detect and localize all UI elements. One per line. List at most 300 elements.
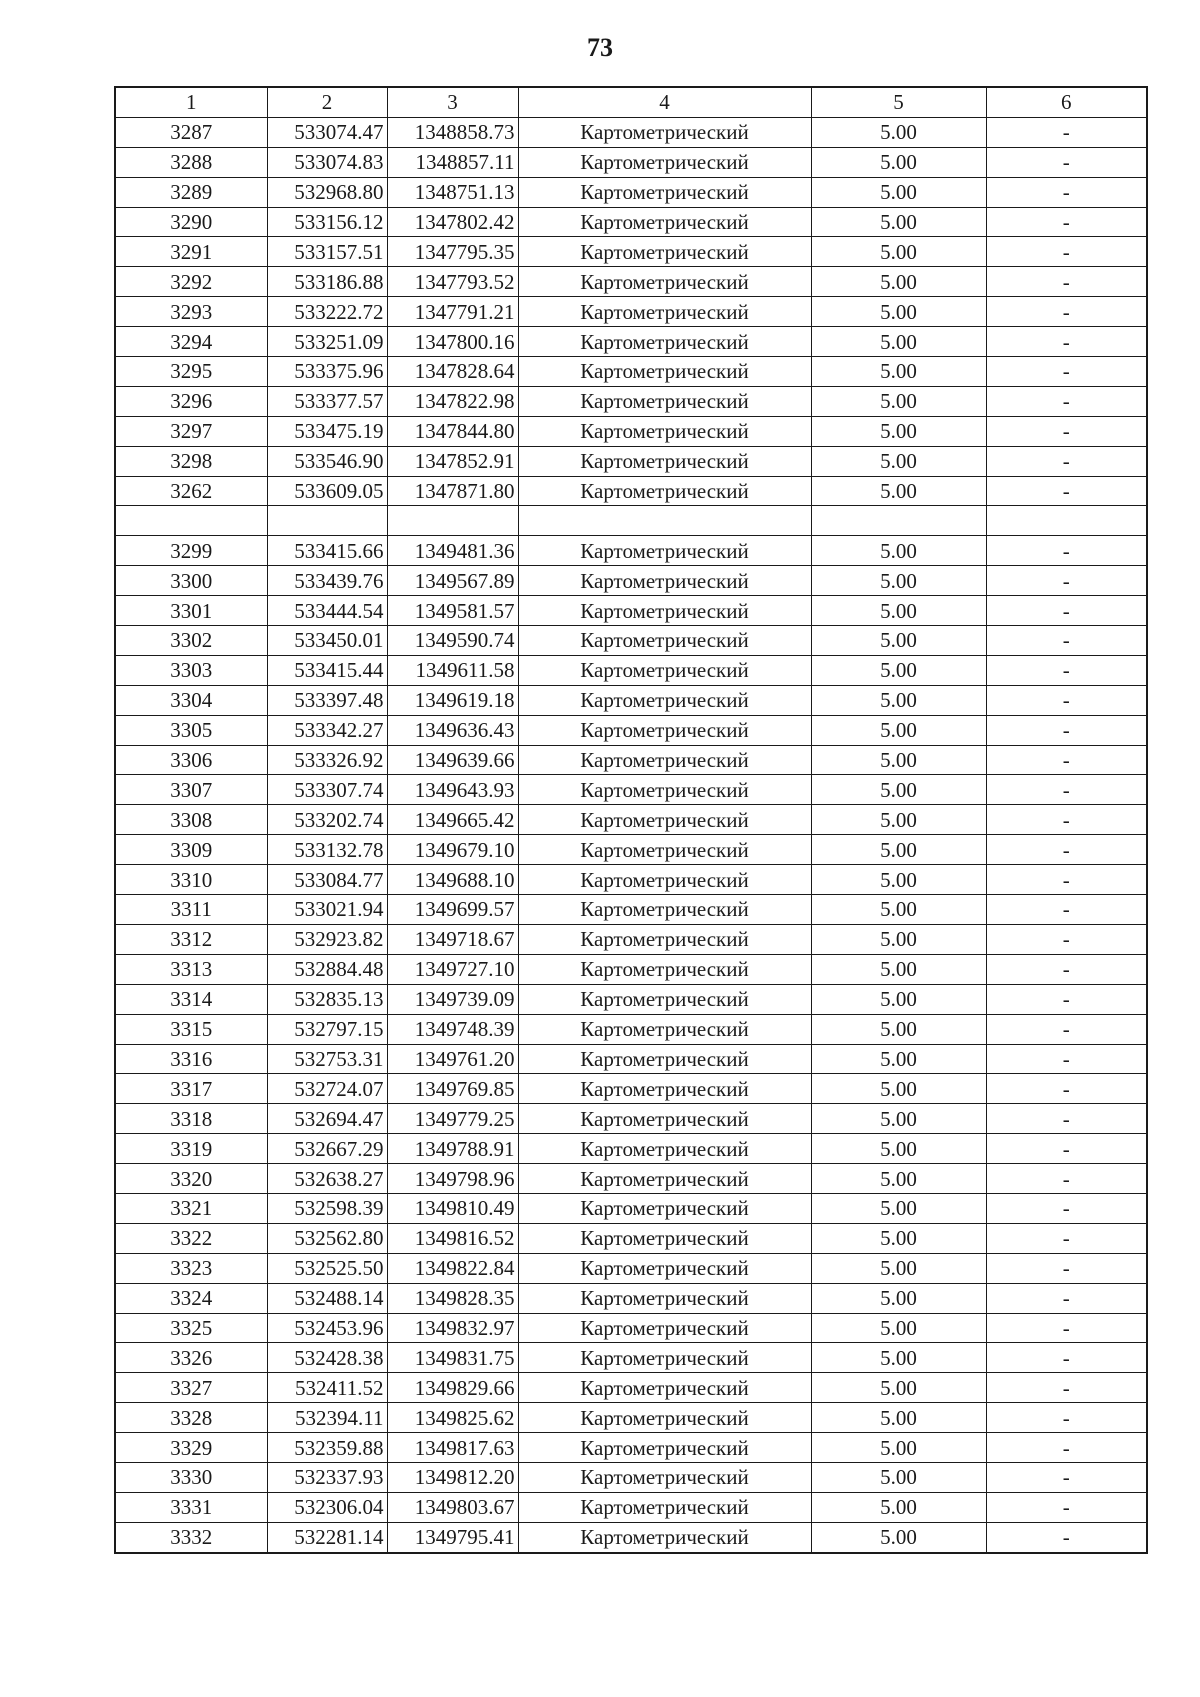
- accuracy-cell: 5.00: [811, 566, 986, 596]
- method-cell: Картометрический: [518, 1044, 811, 1074]
- x-coordinate-cell: 532598.39: [267, 1193, 387, 1223]
- y-coordinate-cell: 1349832.97: [387, 1313, 518, 1343]
- table-row: [115, 327, 1147, 357]
- method-cell: Картометрический: [518, 626, 811, 656]
- table-row: [115, 626, 1147, 656]
- method-cell: Картометрический: [518, 835, 811, 865]
- y-coordinate-cell: 1349795.41: [387, 1522, 518, 1552]
- point-number-cell: 3262: [115, 476, 267, 506]
- table-row: [115, 1253, 1147, 1283]
- note-cell: -: [986, 1492, 1147, 1522]
- accuracy-cell: 5.00: [811, 416, 986, 446]
- y-coordinate-cell: 1349643.93: [387, 775, 518, 805]
- method-cell: Картометрический: [518, 147, 811, 177]
- x-coordinate-cell: 533415.44: [267, 655, 387, 685]
- y-coordinate-cell: 1349727.10: [387, 954, 518, 984]
- point-number-cell: 3295: [115, 357, 267, 387]
- note-cell: -: [986, 1373, 1147, 1403]
- table-row: [115, 745, 1147, 775]
- note-cell: -: [986, 1462, 1147, 1492]
- accuracy-cell: 5.00: [811, 147, 986, 177]
- y-coordinate-cell: 1347828.64: [387, 357, 518, 387]
- x-coordinate-cell: 533251.09: [267, 327, 387, 357]
- method-cell: Картометрический: [518, 1343, 811, 1373]
- accuracy-cell: 5.00: [811, 984, 986, 1014]
- note-cell: [986, 506, 1147, 536]
- point-number-cell: 3292: [115, 267, 267, 297]
- x-coordinate-cell: 533074.47: [267, 117, 387, 147]
- accuracy-cell: 5.00: [811, 117, 986, 147]
- point-number-cell: 3324: [115, 1283, 267, 1313]
- point-number-cell: 3325: [115, 1313, 267, 1343]
- table-body: [115, 117, 1147, 1552]
- note-cell: -: [986, 1104, 1147, 1134]
- accuracy-cell: 5.00: [811, 1134, 986, 1164]
- accuracy-cell: 5.00: [811, 1104, 986, 1134]
- table-row: [115, 416, 1147, 446]
- table-row: [115, 1492, 1147, 1522]
- y-coordinate-cell: [387, 506, 518, 536]
- x-coordinate-cell: 533157.51: [267, 237, 387, 267]
- x-coordinate-cell: 532359.88: [267, 1433, 387, 1463]
- table-row: [115, 1164, 1147, 1194]
- point-number-cell: 3291: [115, 237, 267, 267]
- y-coordinate-cell: 1349688.10: [387, 865, 518, 895]
- note-cell: -: [986, 1343, 1147, 1373]
- y-coordinate-cell: 1349639.66: [387, 745, 518, 775]
- table-row: [115, 1462, 1147, 1492]
- point-number-cell: 3308: [115, 805, 267, 835]
- x-coordinate-cell: 533397.48: [267, 685, 387, 715]
- accuracy-cell: 5.00: [811, 357, 986, 387]
- note-cell: -: [986, 416, 1147, 446]
- table-row: [115, 1104, 1147, 1134]
- x-coordinate-cell: 533546.90: [267, 446, 387, 476]
- point-number-cell: 3288: [115, 147, 267, 177]
- x-coordinate-cell: 532797.15: [267, 1014, 387, 1044]
- note-cell: -: [986, 984, 1147, 1014]
- x-coordinate-cell: 533202.74: [267, 805, 387, 835]
- note-cell: -: [986, 1164, 1147, 1194]
- point-number-cell: 3307: [115, 775, 267, 805]
- note-cell: -: [986, 476, 1147, 506]
- y-coordinate-cell: 1349817.63: [387, 1433, 518, 1463]
- y-coordinate-cell: 1349761.20: [387, 1044, 518, 1074]
- column-header: 3: [387, 87, 518, 117]
- method-cell: Картометрический: [518, 446, 811, 476]
- note-cell: -: [986, 1253, 1147, 1283]
- note-cell: -: [986, 386, 1147, 416]
- x-coordinate-cell: [267, 506, 387, 536]
- point-number-cell: 3323: [115, 1253, 267, 1283]
- y-coordinate-cell: 1348751.13: [387, 177, 518, 207]
- method-cell: Картометрический: [518, 1014, 811, 1044]
- method-cell: Картометрический: [518, 1253, 811, 1283]
- accuracy-cell: 5.00: [811, 924, 986, 954]
- note-cell: -: [986, 1044, 1147, 1074]
- accuracy-cell: 5.00: [811, 1522, 986, 1552]
- note-cell: -: [986, 207, 1147, 237]
- x-coordinate-cell: 532724.07: [267, 1074, 387, 1104]
- point-number-cell: 3294: [115, 327, 267, 357]
- method-cell: Картометрический: [518, 237, 811, 267]
- x-coordinate-cell: 533439.76: [267, 566, 387, 596]
- x-coordinate-cell: 532562.80: [267, 1223, 387, 1253]
- note-cell: -: [986, 117, 1147, 147]
- accuracy-cell: 5.00: [811, 1074, 986, 1104]
- accuracy-cell: 5.00: [811, 1164, 986, 1194]
- accuracy-cell: 5.00: [811, 1014, 986, 1044]
- accuracy-cell: [811, 506, 986, 536]
- method-cell: Картометрический: [518, 327, 811, 357]
- method-cell: Картометрический: [518, 1522, 811, 1552]
- x-coordinate-cell: 532453.96: [267, 1313, 387, 1343]
- accuracy-cell: 5.00: [811, 1313, 986, 1343]
- y-coordinate-cell: 1349810.49: [387, 1193, 518, 1223]
- point-number-cell: 3320: [115, 1164, 267, 1194]
- x-coordinate-cell: 532835.13: [267, 984, 387, 1014]
- note-cell: -: [986, 1403, 1147, 1433]
- method-cell: Картометрический: [518, 1193, 811, 1223]
- note-cell: -: [986, 835, 1147, 865]
- method-cell: Картометрический: [518, 954, 811, 984]
- note-cell: -: [986, 954, 1147, 984]
- note-cell: -: [986, 267, 1147, 297]
- method-cell: Картометрический: [518, 984, 811, 1014]
- table-row: [115, 297, 1147, 327]
- table-row: [115, 1433, 1147, 1463]
- note-cell: -: [986, 177, 1147, 207]
- y-coordinate-cell: 1349748.39: [387, 1014, 518, 1044]
- accuracy-cell: 5.00: [811, 446, 986, 476]
- y-coordinate-cell: 1347852.91: [387, 446, 518, 476]
- table-row: [115, 835, 1147, 865]
- method-cell: Картометрический: [518, 655, 811, 685]
- table-row: [115, 207, 1147, 237]
- point-number-cell: 3313: [115, 954, 267, 984]
- accuracy-cell: 5.00: [811, 1044, 986, 1074]
- method-cell: Картометрический: [518, 1134, 811, 1164]
- accuracy-cell: 5.00: [811, 655, 986, 685]
- point-number-cell: 3331: [115, 1492, 267, 1522]
- method-cell: Картометрический: [518, 805, 811, 835]
- y-coordinate-cell: 1349739.09: [387, 984, 518, 1014]
- method-cell: Картометрический: [518, 1104, 811, 1134]
- table-row: [115, 1014, 1147, 1044]
- note-cell: -: [986, 446, 1147, 476]
- x-coordinate-cell: 532638.27: [267, 1164, 387, 1194]
- y-coordinate-cell: 1347800.16: [387, 327, 518, 357]
- y-coordinate-cell: 1349699.57: [387, 895, 518, 925]
- y-coordinate-cell: 1349816.52: [387, 1223, 518, 1253]
- x-coordinate-cell: 533084.77: [267, 865, 387, 895]
- method-cell: Картометрический: [518, 297, 811, 327]
- y-coordinate-cell: 1349619.18: [387, 685, 518, 715]
- y-coordinate-cell: 1347791.21: [387, 297, 518, 327]
- note-cell: -: [986, 357, 1147, 387]
- method-cell: Картометрический: [518, 536, 811, 566]
- note-cell: -: [986, 566, 1147, 596]
- point-number-cell: 3290: [115, 207, 267, 237]
- accuracy-cell: 5.00: [811, 1343, 986, 1373]
- column-header: 6: [986, 87, 1147, 117]
- x-coordinate-cell: 532525.50: [267, 1253, 387, 1283]
- method-cell: Картометрический: [518, 865, 811, 895]
- note-cell: -: [986, 775, 1147, 805]
- y-coordinate-cell: 1349718.67: [387, 924, 518, 954]
- accuracy-cell: 5.00: [811, 1403, 986, 1433]
- note-cell: -: [986, 237, 1147, 267]
- point-number-cell: 3287: [115, 117, 267, 147]
- y-coordinate-cell: 1347844.80: [387, 416, 518, 446]
- note-cell: -: [986, 715, 1147, 745]
- table-row: [115, 596, 1147, 626]
- x-coordinate-cell: 532667.29: [267, 1134, 387, 1164]
- point-number-cell: 3305: [115, 715, 267, 745]
- point-number-cell: 3298: [115, 446, 267, 476]
- method-cell: Картометрический: [518, 386, 811, 416]
- x-coordinate-cell: 533609.05: [267, 476, 387, 506]
- point-number-cell: 3312: [115, 924, 267, 954]
- x-coordinate-cell: 532753.31: [267, 1044, 387, 1074]
- x-coordinate-cell: 533444.54: [267, 596, 387, 626]
- note-cell: -: [986, 805, 1147, 835]
- accuracy-cell: 5.00: [811, 685, 986, 715]
- accuracy-cell: 5.00: [811, 237, 986, 267]
- y-coordinate-cell: 1349829.66: [387, 1373, 518, 1403]
- method-cell: Картометрический: [518, 1223, 811, 1253]
- note-cell: -: [986, 1014, 1147, 1044]
- table-row: [115, 1343, 1147, 1373]
- accuracy-cell: 5.00: [811, 954, 986, 984]
- point-number-cell: 3303: [115, 655, 267, 685]
- accuracy-cell: 5.00: [811, 386, 986, 416]
- y-coordinate-cell: 1349831.75: [387, 1343, 518, 1373]
- y-coordinate-cell: 1349828.35: [387, 1283, 518, 1313]
- table-row: [115, 386, 1147, 416]
- method-cell: Картометрический: [518, 117, 811, 147]
- accuracy-cell: 5.00: [811, 1283, 986, 1313]
- y-coordinate-cell: 1347802.42: [387, 207, 518, 237]
- note-cell: -: [986, 1134, 1147, 1164]
- table-row: [115, 1193, 1147, 1223]
- table-row: [115, 476, 1147, 506]
- accuracy-cell: 5.00: [811, 1462, 986, 1492]
- point-number-cell: 3314: [115, 984, 267, 1014]
- method-cell: Картометрический: [518, 775, 811, 805]
- method-cell: Картометрический: [518, 685, 811, 715]
- y-coordinate-cell: 1349481.36: [387, 536, 518, 566]
- table-row: [115, 984, 1147, 1014]
- y-coordinate-cell: 1349769.85: [387, 1074, 518, 1104]
- accuracy-cell: 5.00: [811, 865, 986, 895]
- point-number-cell: 3317: [115, 1074, 267, 1104]
- accuracy-cell: 5.00: [811, 1373, 986, 1403]
- method-cell: Картометрический: [518, 357, 811, 387]
- table-row: [115, 1134, 1147, 1164]
- point-number-cell: 3296: [115, 386, 267, 416]
- note-cell: -: [986, 1223, 1147, 1253]
- table-row: [115, 1313, 1147, 1343]
- point-number-cell: 3326: [115, 1343, 267, 1373]
- method-cell: Картометрический: [518, 476, 811, 506]
- y-coordinate-cell: 1349679.10: [387, 835, 518, 865]
- x-coordinate-cell: 533415.66: [267, 536, 387, 566]
- note-cell: -: [986, 297, 1147, 327]
- method-cell: Картометрический: [518, 177, 811, 207]
- accuracy-cell: 5.00: [811, 745, 986, 775]
- table-row: [115, 1044, 1147, 1074]
- x-coordinate-cell: 533307.74: [267, 775, 387, 805]
- x-coordinate-cell: 533475.19: [267, 416, 387, 446]
- point-number-cell: 3328: [115, 1403, 267, 1433]
- table-row: [115, 177, 1147, 207]
- point-number-cell: 3300: [115, 566, 267, 596]
- table-row: [115, 1522, 1147, 1552]
- method-cell: Картометрический: [518, 1283, 811, 1313]
- accuracy-cell: 5.00: [811, 267, 986, 297]
- table-row: [115, 924, 1147, 954]
- method-cell: Картометрический: [518, 924, 811, 954]
- table-row: [115, 117, 1147, 147]
- y-coordinate-cell: 1347871.80: [387, 476, 518, 506]
- point-number-cell: 3316: [115, 1044, 267, 1074]
- point-number-cell: 3319: [115, 1134, 267, 1164]
- accuracy-cell: 5.00: [811, 775, 986, 805]
- table-row: [115, 357, 1147, 387]
- point-number-cell: 3301: [115, 596, 267, 626]
- x-coordinate-cell: 532394.11: [267, 1403, 387, 1433]
- point-number-cell: 3318: [115, 1104, 267, 1134]
- method-cell: Картометрический: [518, 1492, 811, 1522]
- y-coordinate-cell: 1349798.96: [387, 1164, 518, 1194]
- table-row: [115, 1223, 1147, 1253]
- method-cell: Картометрический: [518, 1313, 811, 1343]
- method-cell: Картометрический: [518, 416, 811, 446]
- method-cell: Картометрический: [518, 566, 811, 596]
- note-cell: -: [986, 655, 1147, 685]
- y-coordinate-cell: 1349812.20: [387, 1462, 518, 1492]
- note-cell: -: [986, 1313, 1147, 1343]
- accuracy-cell: 5.00: [811, 1433, 986, 1463]
- method-cell: Картометрический: [518, 1433, 811, 1463]
- x-coordinate-cell: 533375.96: [267, 357, 387, 387]
- accuracy-cell: 5.00: [811, 536, 986, 566]
- column-header: 4: [518, 87, 811, 117]
- point-number-cell: 3297: [115, 416, 267, 446]
- point-number-cell: 3293: [115, 297, 267, 327]
- table-row: [115, 805, 1147, 835]
- table-row: [115, 1283, 1147, 1313]
- point-number-cell: [115, 506, 267, 536]
- note-cell: -: [986, 685, 1147, 715]
- table-row: [115, 715, 1147, 745]
- point-number-cell: 3304: [115, 685, 267, 715]
- accuracy-cell: 5.00: [811, 476, 986, 506]
- x-coordinate-cell: 533186.88: [267, 267, 387, 297]
- x-coordinate-cell: 533156.12: [267, 207, 387, 237]
- point-number-cell: 3327: [115, 1373, 267, 1403]
- accuracy-cell: 5.00: [811, 207, 986, 237]
- note-cell: -: [986, 626, 1147, 656]
- accuracy-cell: 5.00: [811, 715, 986, 745]
- x-coordinate-cell: 533342.27: [267, 715, 387, 745]
- x-coordinate-cell: 533326.92: [267, 745, 387, 775]
- point-number-cell: 3315: [115, 1014, 267, 1044]
- accuracy-cell: 5.00: [811, 297, 986, 327]
- table-row: [115, 954, 1147, 984]
- note-cell: -: [986, 1522, 1147, 1552]
- column-header: 2: [267, 87, 387, 117]
- method-cell: Картометрический: [518, 745, 811, 775]
- note-cell: -: [986, 745, 1147, 775]
- method-cell: Картометрический: [518, 1403, 811, 1433]
- accuracy-cell: 5.00: [811, 1193, 986, 1223]
- table-row: [115, 1373, 1147, 1403]
- x-coordinate-cell: 532411.52: [267, 1373, 387, 1403]
- y-coordinate-cell: 1347822.98: [387, 386, 518, 416]
- method-cell: Картометрический: [518, 1164, 811, 1194]
- point-number-cell: 3329: [115, 1433, 267, 1463]
- method-cell: Картометрический: [518, 596, 811, 626]
- y-coordinate-cell: 1349611.58: [387, 655, 518, 685]
- y-coordinate-cell: 1349822.84: [387, 1253, 518, 1283]
- note-cell: -: [986, 327, 1147, 357]
- note-cell: -: [986, 147, 1147, 177]
- note-cell: -: [986, 596, 1147, 626]
- y-coordinate-cell: 1347795.35: [387, 237, 518, 267]
- x-coordinate-cell: 532281.14: [267, 1522, 387, 1552]
- y-coordinate-cell: 1349788.91: [387, 1134, 518, 1164]
- method-cell: Картометрический: [518, 1074, 811, 1104]
- method-cell: [518, 506, 811, 536]
- x-coordinate-cell: 533021.94: [267, 895, 387, 925]
- table-row: [115, 536, 1147, 566]
- accuracy-cell: 5.00: [811, 596, 986, 626]
- x-coordinate-cell: 532968.80: [267, 177, 387, 207]
- point-number-cell: 3321: [115, 1193, 267, 1223]
- x-coordinate-cell: 532923.82: [267, 924, 387, 954]
- accuracy-cell: 5.00: [811, 1253, 986, 1283]
- x-coordinate-cell: 533222.72: [267, 297, 387, 327]
- x-coordinate-cell: 532306.04: [267, 1492, 387, 1522]
- y-coordinate-cell: 1349825.62: [387, 1403, 518, 1433]
- note-cell: -: [986, 924, 1147, 954]
- point-number-cell: 3310: [115, 865, 267, 895]
- table-row: [115, 267, 1147, 297]
- accuracy-cell: 5.00: [811, 626, 986, 656]
- table-row: [115, 506, 1147, 536]
- note-cell: -: [986, 1193, 1147, 1223]
- y-coordinate-cell: 1349567.89: [387, 566, 518, 596]
- method-cell: Картометрический: [518, 715, 811, 745]
- table-row: [115, 685, 1147, 715]
- y-coordinate-cell: 1349581.57: [387, 596, 518, 626]
- x-coordinate-cell: 533074.83: [267, 147, 387, 177]
- note-cell: -: [986, 536, 1147, 566]
- point-number-cell: 3309: [115, 835, 267, 865]
- accuracy-cell: 5.00: [811, 1223, 986, 1253]
- table-row: [115, 446, 1147, 476]
- table-row: [115, 655, 1147, 685]
- page-number: 73: [587, 33, 613, 62]
- accuracy-cell: 5.00: [811, 835, 986, 865]
- table-row: [115, 1403, 1147, 1433]
- coordinates-table: [114, 86, 1148, 1554]
- y-coordinate-cell: 1349803.67: [387, 1492, 518, 1522]
- note-cell: -: [986, 1433, 1147, 1463]
- table-row: [115, 1074, 1147, 1104]
